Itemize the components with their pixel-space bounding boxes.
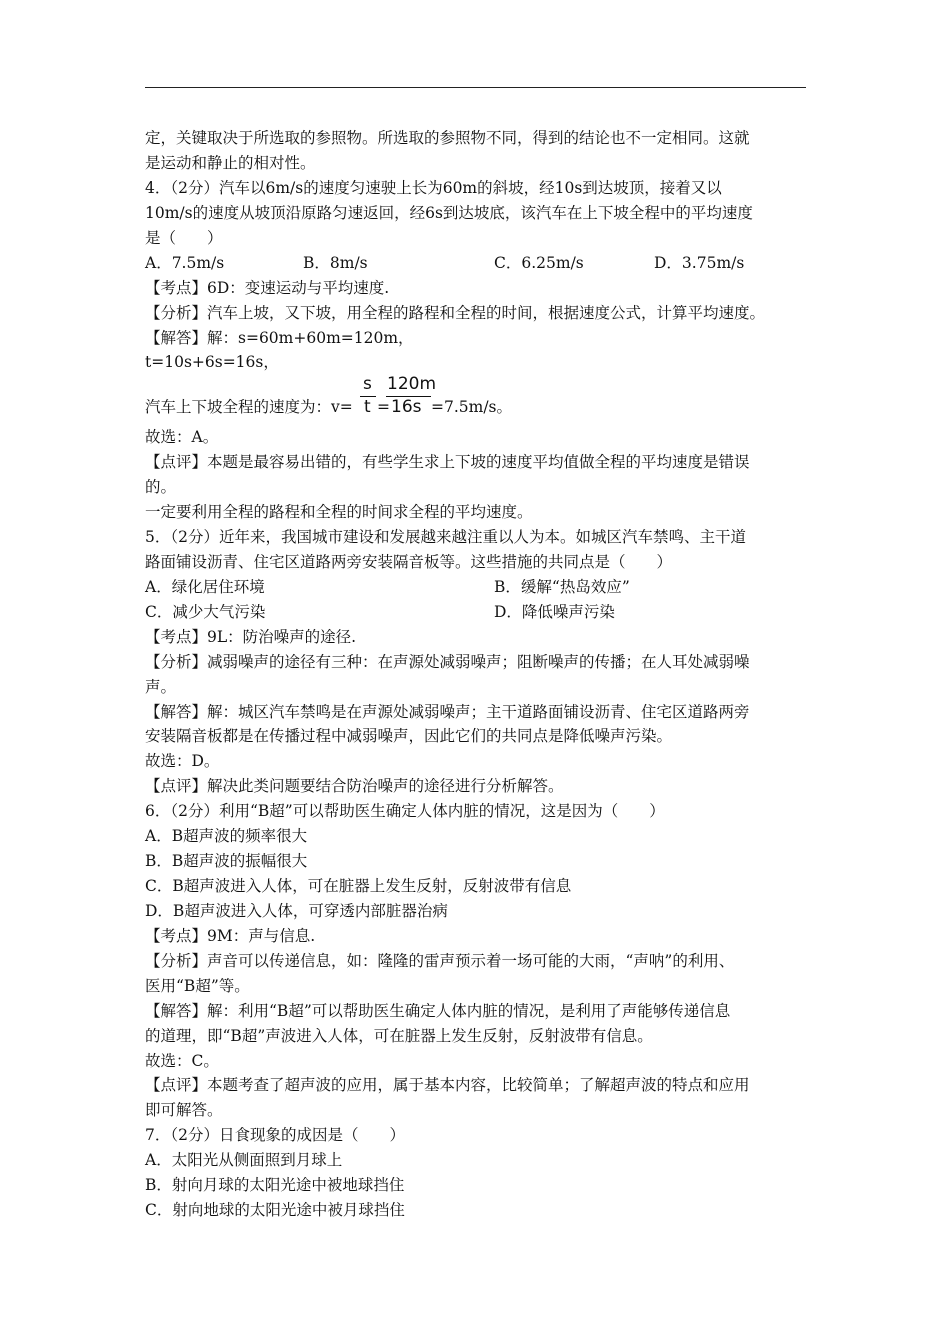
formula-result: =7.5m/s。	[431, 398, 513, 416]
kaodian-line: 【考点】9M：声与信息.	[145, 927, 316, 945]
jieda-line: 【解答】解：利用“B超”可以帮助医生确定人体内脏的情况，是利用了声能够传递信息	[145, 1002, 731, 1020]
question-4-stem: 是（ ）	[145, 229, 223, 247]
dianping-line: 的。	[145, 478, 177, 496]
fenxi-line: 【分析】减弱噪声的途径有三种：在声源处减弱噪声；阻断噪声的传播；在人耳处减弱噪	[145, 653, 750, 671]
guxuan-line: 故选：A。	[145, 428, 219, 446]
kaodian-line: 【考点】9L：防治噪声的途径.	[145, 628, 357, 646]
formula-num-120m: 120m	[387, 374, 437, 394]
formula-equals: =	[377, 398, 390, 416]
question-5-stem: 5．（2分）近年来，我国城市建设和发展越来越注重以人为本。如城区汽车禁鸣、主干道	[145, 528, 746, 546]
jieda-line: 【解答】解：s=60m+60m=120m，	[145, 329, 414, 347]
formula-num-s: s	[363, 374, 372, 394]
dianping-line: 即可解答。	[145, 1101, 223, 1119]
q7-option-c: C．射向地球的太阳光途中被月球挡住	[145, 1201, 405, 1219]
q4-option-c: C．6.25m/s	[494, 254, 584, 272]
guxuan-line: 故选：D。	[145, 752, 220, 770]
kaodian-line: 【考点】6D：变速运动与平均速度.	[145, 279, 390, 297]
jieda-line: 【解答】解：城区汽车禁鸣是在声源处减弱噪声；主干道路面铺设沥青、住宅区道路两旁	[145, 703, 750, 721]
question-4-stem: 10m/s的速度从坡顶沿原路匀速返回，经6s到达坡底，该汽车在上下坡全程中的平均速度	[145, 204, 753, 222]
question-7-stem: 7．（2分）日食现象的成因是（ ）	[145, 1126, 405, 1144]
question-6-stem: 6．（2分）利用“B超”可以帮助医生确定人体内脏的情况，这是因为（ ）	[145, 802, 665, 820]
q6-option-a: A．B超声波的频率很大	[145, 827, 308, 845]
question-4-stem: 4．（2分）汽车以6m/s的速度匀速驶上长为60m的斜坡，经10s到达坡顶，接着又以	[145, 179, 722, 197]
q5-option-a: A．绿化居住环境	[145, 578, 265, 596]
jieda-line: 的道理，即“B超”声波进入人体，可在脏器上发生反射，反射波带有信息。	[145, 1027, 653, 1045]
text-line: 定，关键取决于所选取的参照物。所选取的参照物不同，得到的结论也不一定相同。这就	[145, 129, 750, 147]
fenxi-line: 【分析】汽车上坡，又下坡，用全程的路程和全程的时间，根据速度公式，计算平均速度。	[145, 304, 766, 322]
header-rule	[145, 87, 806, 88]
q4-option-a: A．7.5m/s	[145, 254, 225, 272]
q6-option-d: D．B超声波进入人体，可穿透内部脏器治病	[145, 902, 448, 920]
fenxi-line: 医用“B超”等。	[145, 977, 250, 995]
fenxi-line: 声。	[145, 678, 177, 696]
q7-option-b: B．射向月球的太阳光途中被地球挡住	[145, 1176, 405, 1194]
jieda-line: t=10s+6s=16s，	[145, 353, 279, 371]
q6-option-b: B．B超声波的振幅很大	[145, 852, 308, 870]
jieda-line: 安装隔音板都是在传播过程中减弱噪声，因此它们的共同点是降低噪声污染。	[145, 727, 673, 745]
question-5-stem: 路面铺设沥青、住宅区道路两旁安装隔音板等。这些措施的共同点是（ ）	[145, 553, 673, 571]
q5-option-b: B．缓解“热岛效应”	[494, 578, 630, 596]
dianping-line: 【点评】本题是最容易出错的，有些学生求上下坡的速度平均值做全程的平均速度是错误	[145, 453, 750, 471]
q5-option-c: C．减少大气污染	[145, 603, 266, 621]
q4-option-d: D．3.75m/s	[654, 254, 745, 272]
dianping-line: 【点评】本题考查了超声波的应用，属于基本内容，比较简单；了解超声波的特点和应用	[145, 1076, 750, 1094]
q7-option-a: A．太阳光从侧面照到月球上	[145, 1151, 343, 1169]
formula-prefix: 汽车上下坡全程的速度为：v=	[145, 398, 353, 416]
formula-den-t: t	[364, 397, 371, 417]
guxuan-line: 故选：C。	[145, 1052, 219, 1070]
dianping-line: 【点评】解决此类问题要结合防治噪声的途径进行分析解答。	[145, 777, 564, 795]
text-line: 是运动和静止的相对性。	[145, 154, 316, 172]
fenxi-line: 【分析】声音可以传递信息，如：隆隆的雷声预示着一场可能的大雨，“声呐”的利用、	[145, 952, 735, 970]
formula-den-16s: 16s	[391, 397, 422, 417]
q6-option-c: C．B超声波进入人体，可在脏器上发生反射，反射波带有信息	[145, 877, 572, 895]
q5-option-d: D．降低噪声污染	[494, 603, 615, 621]
q4-option-b: B．8m/s	[303, 254, 368, 272]
text-line: 一定要利用全程的路程和全程的时间求全程的平均速度。	[145, 503, 533, 521]
